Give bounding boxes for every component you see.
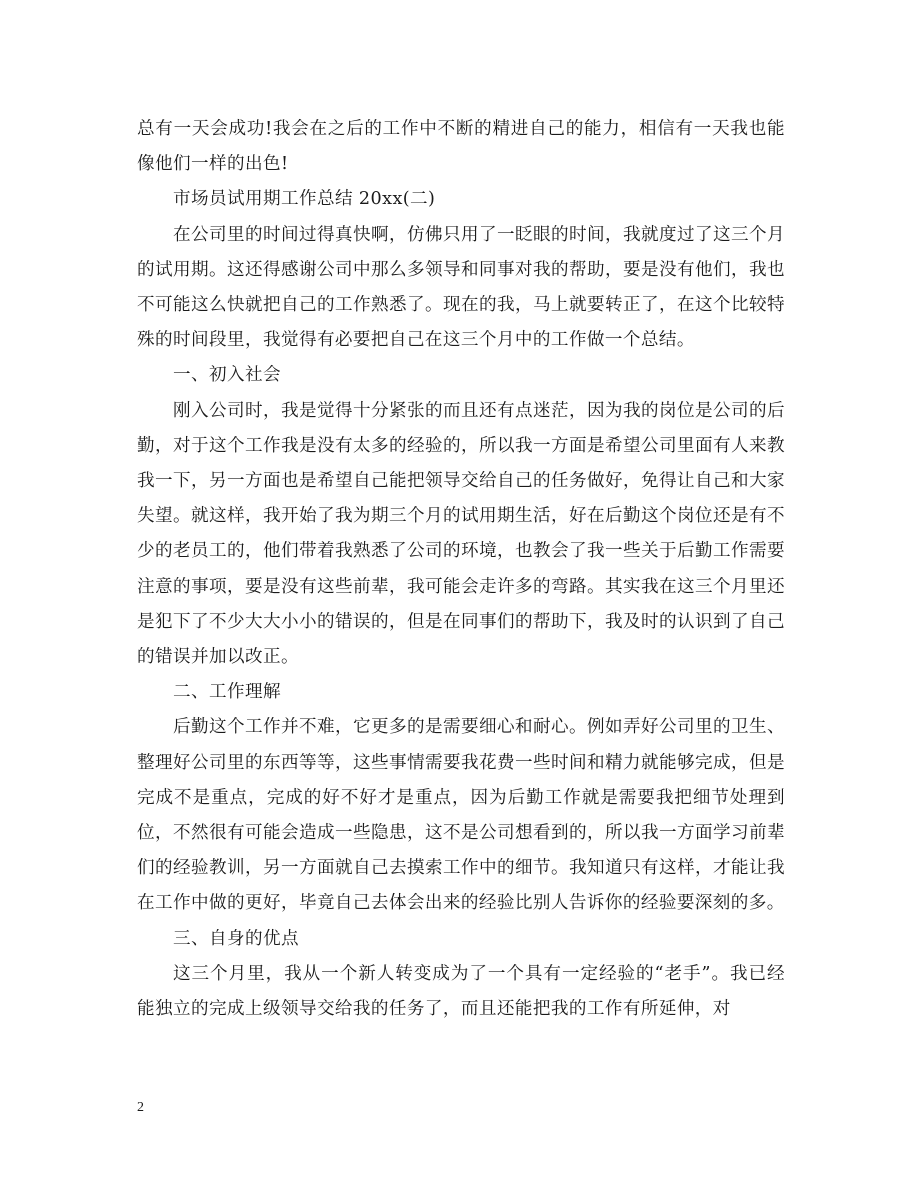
page-number: 2	[137, 1100, 144, 1115]
document-body	[137, 112, 785, 1027]
paragraph-intro: 在公司里的时间过得真快啊，仿佛只用了一眨眼的时间，我就度过了这三个月的试用期。这还得感谢公司中那么多领导和同事对我的帮助，要是没有他们，我也不可能这么快就把自己的工作熟悉了。现在的我，马上就要转正了，在这个比较特殊的时间段里，我觉得有必要把自己在这三个月中的工作做一个总结。	[137, 224, 785, 351]
heading-2: 二、工作理解	[173, 682, 281, 703]
heading-1: 一、初入社会	[173, 365, 281, 386]
paragraph-2: 后勤这个工作并不难，它更多的是需要细心和耐心。例如弄好公司里的卫生、整理好公司里的东西等等，这些事情需要我花费一些时间和精力就能够完成，但是完成不是重点，完成的好不好才是重点，因为后勤工作就是需要我把细节处理到位，不然很有可能会造成一些隐患，这不是公司想看到的，所以我一方面学习前辈们的经验教训，另一方面就自己去摸索工作中的细节。我知道只有这样，才能让我在工作中做的更好，毕竟自己去体会出来的经验比别人告诉你的经验要深刻的多。	[137, 717, 785, 914]
paragraph-1: 刚入公司时，我是觉得十分紧张的而且还有点迷茫，因为我的岗位是公司的后勤，对于这个工作我是没有太多的经验的，所以我一方面是希望公司里面有人来教我一下，另一方面也是希望自己能把领导交给自己的任务做好，免得让自己和大家失望。就这样，我开始了我为期三个月的试用期生活，好在后勤这个岗位还是有不少的老员工的，他们带着我熟悉了公司的环境，也教会了我一些关于后勤工作需要注意的事项，要是没有这些前辈，我可能会走许多的弯路。其实我在这三个月里还是犯下了不少大大小小的错误的，但是在同事们的帮助下，我及时的认识到了自己的错误并加以改正。	[137, 400, 785, 668]
paragraph-3: 这三个月里，我从一个新人转变成为了一个具有一定经验的“老手”。我已经能独立的完成上级领导交给我的任务了，而且还能把我的工作有所延伸，对	[137, 963, 785, 1020]
paragraph-continuation: 总有一天会成功!我会在之后的工作中不断的精进自己的能力，相信有一天我也能像他们一样的出色!	[137, 119, 785, 175]
section-title: 市场员试用期工作总结 20xx(二)	[173, 189, 436, 210]
heading-3: 三、自身的优点	[173, 928, 299, 949]
